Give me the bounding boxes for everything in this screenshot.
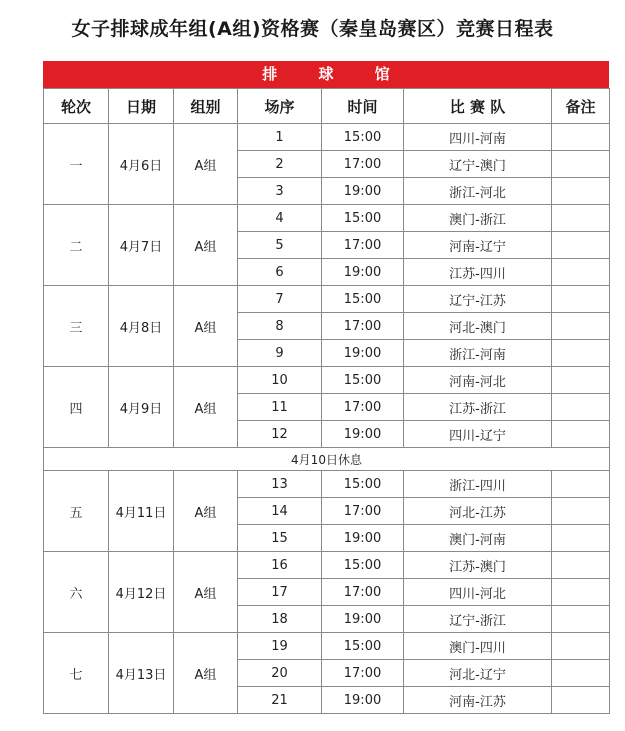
teams-cell: 四川-河南	[404, 124, 552, 151]
time-cell: 15:00	[322, 633, 404, 660]
notes-cell	[552, 394, 610, 421]
time-cell: 19:00	[322, 687, 404, 714]
time-cell: 15:00	[322, 124, 404, 151]
round-cell: 五	[44, 471, 109, 552]
date-cell: 4月9日	[109, 367, 174, 448]
match-no-cell: 6	[238, 259, 322, 286]
notes-cell	[552, 178, 610, 205]
date-cell: 4月8日	[109, 286, 174, 367]
time-cell: 15:00	[322, 552, 404, 579]
notes-cell	[552, 606, 610, 633]
group-cell: A组	[174, 471, 238, 552]
round-cell: 六	[44, 552, 109, 633]
date-cell: 4月11日	[109, 471, 174, 552]
table-row	[44, 471, 610, 498]
notes-cell	[552, 367, 610, 394]
notes-cell	[552, 421, 610, 448]
table-row	[44, 633, 610, 660]
notes-cell	[552, 205, 610, 232]
round-cell: 一	[44, 124, 109, 205]
time-cell: 15:00	[322, 286, 404, 313]
round-cell: 七	[44, 633, 109, 714]
header-match-no: 场序	[238, 89, 322, 124]
teams-cell: 四川-辽宁	[404, 421, 552, 448]
date-cell: 4月7日	[109, 205, 174, 286]
match-no-cell: 1	[238, 124, 322, 151]
match-no-cell: 21	[238, 687, 322, 714]
schedule-table	[43, 88, 610, 714]
teams-cell: 河南-江苏	[404, 687, 552, 714]
match-no-cell: 17	[238, 579, 322, 606]
header-notes: 备注	[552, 89, 610, 124]
notes-cell	[552, 498, 610, 525]
notes-cell	[552, 313, 610, 340]
header-teams: 比 赛 队	[404, 89, 552, 124]
teams-cell: 澳门-四川	[404, 633, 552, 660]
header-group: 组别	[174, 89, 238, 124]
schedule-body	[44, 124, 610, 714]
notes-cell	[552, 660, 610, 687]
group-cell: A组	[174, 367, 238, 448]
time-cell: 19:00	[322, 606, 404, 633]
group-cell: A组	[174, 286, 238, 367]
time-cell: 17:00	[322, 660, 404, 687]
teams-cell: 浙江-河南	[404, 340, 552, 367]
match-no-cell: 16	[238, 552, 322, 579]
rest-day-row	[44, 448, 610, 471]
match-no-cell: 9	[238, 340, 322, 367]
notes-cell	[552, 232, 610, 259]
notes-cell	[552, 340, 610, 367]
time-cell: 17:00	[322, 151, 404, 178]
time-cell: 15:00	[322, 471, 404, 498]
time-cell: 17:00	[322, 498, 404, 525]
notes-cell	[552, 124, 610, 151]
time-cell: 17:00	[322, 232, 404, 259]
header-row	[44, 89, 610, 124]
teams-cell: 浙江-河北	[404, 178, 552, 205]
table-row	[44, 552, 610, 579]
match-no-cell: 12	[238, 421, 322, 448]
notes-cell	[552, 687, 610, 714]
date-cell: 4月13日	[109, 633, 174, 714]
header-time: 时间	[322, 89, 404, 124]
teams-cell: 江苏-四川	[404, 259, 552, 286]
table-row	[44, 286, 610, 313]
venue-banner: 排 球 馆	[43, 61, 609, 88]
match-no-cell: 3	[238, 178, 322, 205]
group-cell: A组	[174, 633, 238, 714]
teams-cell: 四川-河北	[404, 579, 552, 606]
time-cell: 19:00	[322, 259, 404, 286]
match-no-cell: 18	[238, 606, 322, 633]
match-no-cell: 14	[238, 498, 322, 525]
time-cell: 17:00	[322, 313, 404, 340]
teams-cell: 河北-辽宁	[404, 660, 552, 687]
time-cell: 15:00	[322, 367, 404, 394]
time-cell: 19:00	[322, 340, 404, 367]
teams-cell: 河南-河北	[404, 367, 552, 394]
time-cell: 19:00	[322, 421, 404, 448]
header-date: 日期	[109, 89, 174, 124]
match-no-cell: 13	[238, 471, 322, 498]
match-no-cell: 5	[238, 232, 322, 259]
round-cell: 三	[44, 286, 109, 367]
notes-cell	[552, 471, 610, 498]
date-cell: 4月6日	[109, 124, 174, 205]
match-no-cell: 20	[238, 660, 322, 687]
group-cell: A组	[174, 552, 238, 633]
match-no-cell: 4	[238, 205, 322, 232]
match-no-cell: 2	[238, 151, 322, 178]
time-cell: 15:00	[322, 205, 404, 232]
notes-cell	[552, 579, 610, 606]
table-row	[44, 124, 610, 151]
teams-cell: 河北-澳门	[404, 313, 552, 340]
teams-cell: 辽宁-浙江	[404, 606, 552, 633]
match-no-cell: 8	[238, 313, 322, 340]
rest-day-cell: 4月10日休息	[44, 448, 610, 471]
time-cell: 17:00	[322, 579, 404, 606]
notes-cell	[552, 633, 610, 660]
match-no-cell: 10	[238, 367, 322, 394]
time-cell: 17:00	[322, 394, 404, 421]
match-no-cell: 19	[238, 633, 322, 660]
teams-cell: 河南-辽宁	[404, 232, 552, 259]
notes-cell	[552, 525, 610, 552]
teams-cell: 河北-江苏	[404, 498, 552, 525]
teams-cell: 辽宁-江苏	[404, 286, 552, 313]
table-row	[44, 367, 610, 394]
round-cell: 二	[44, 205, 109, 286]
notes-cell	[552, 552, 610, 579]
page-title: 女子排球成年组(A组)资格赛（秦皇岛赛区）竞赛日程表	[71, 18, 554, 40]
date-cell: 4月12日	[109, 552, 174, 633]
teams-cell: 澳门-浙江	[404, 205, 552, 232]
table-row	[44, 205, 610, 232]
teams-cell: 江苏-浙江	[404, 394, 552, 421]
time-cell: 19:00	[322, 178, 404, 205]
teams-cell: 辽宁-澳门	[404, 151, 552, 178]
teams-cell: 澳门-河南	[404, 525, 552, 552]
time-cell: 19:00	[322, 525, 404, 552]
teams-cell: 江苏-澳门	[404, 552, 552, 579]
group-cell: A组	[174, 205, 238, 286]
notes-cell	[552, 259, 610, 286]
notes-cell	[552, 151, 610, 178]
notes-cell	[552, 286, 610, 313]
match-no-cell: 11	[238, 394, 322, 421]
round-cell: 四	[44, 367, 109, 448]
header-round: 轮次	[44, 89, 109, 124]
teams-cell: 浙江-四川	[404, 471, 552, 498]
group-cell: A组	[174, 124, 238, 205]
match-no-cell: 7	[238, 286, 322, 313]
match-no-cell: 15	[238, 525, 322, 552]
